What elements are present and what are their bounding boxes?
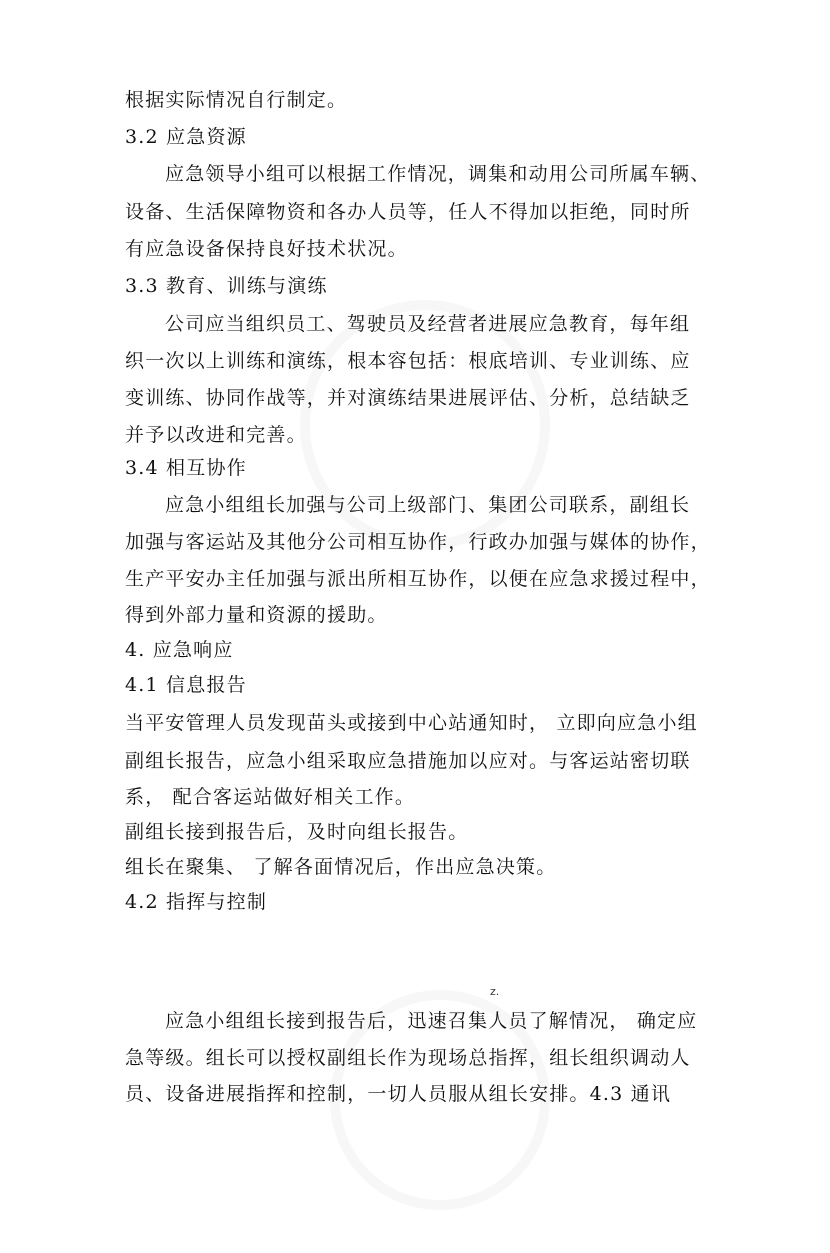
text-line: 应急小组组长接到报告后，迅速召集人员了解情况， 确定应	[165, 1010, 698, 1032]
section-heading: 3.4 相互协作	[125, 457, 247, 479]
text-line: 员、设备进展指挥和控制，一切人员服从组长安排。4.3 通讯	[125, 1083, 672, 1105]
text-line: 并予以改进和完善。	[125, 424, 307, 446]
text-line: 应急小组组长加强与公司上级部门、集团公司联系，副组长	[165, 494, 691, 516]
text-line: 系， 配合客运站做好相关工作。	[125, 786, 416, 808]
text-line: 急等级。组长可以授权副组长作为现场总指挥，组长组织调动人	[125, 1047, 691, 1069]
text-line: 公司应当组织员工、驾驶员及经营者进展应急教育，每年组	[165, 313, 691, 335]
text-line: 有应急设备保持良好技术状况。	[125, 238, 408, 260]
text-line: 副组长接到报告后，及时向组长报告。	[125, 821, 469, 843]
page-mark: z.	[490, 985, 500, 998]
text-line: 得到外部力量和资源的援助。	[125, 604, 388, 626]
text-line: 设备、生活保障物资和各办人员等，任人不得加以拒绝，同时所	[125, 201, 691, 223]
text-line: 加强与客运站及其他分公司相互协作，行政办加强与媒体的协作，	[125, 531, 711, 553]
text-line: 织一次以上训练和演练，根本容包括：根底培训、专业训练、应	[125, 350, 691, 372]
section-heading: 3.2 应急资源	[125, 126, 247, 148]
section-heading: 3.3 教育、训练与演练	[125, 275, 328, 297]
section-heading: 4.1 信息报告	[125, 674, 247, 696]
text-line: 根据实际情况自行制定。	[125, 89, 348, 111]
text-line: 变训练、协同作战等，并对演练结果进展评估、分析，总结缺乏	[125, 387, 691, 409]
text-line: 组长在聚集、 了解各面情况后，作出应急决策。	[125, 856, 557, 878]
text-line: 生产平安办主任加强与派出所相互协作，以便在应急求援过程中，	[125, 568, 711, 590]
section-heading: 4.2 指挥与控制	[125, 891, 268, 913]
text-line: 当平安管理人员发现苗头或接到中心站通知时， 立即向应急小组	[125, 712, 698, 734]
text-line: 应急领导小组可以根据工作情况，调集和动用公司所属车辆、	[165, 163, 711, 185]
section-heading: 4. 应急响应	[125, 639, 234, 661]
text-line: 副组长报告，应急小组采取应急措施加以应对。与客运站密切联	[125, 750, 691, 772]
